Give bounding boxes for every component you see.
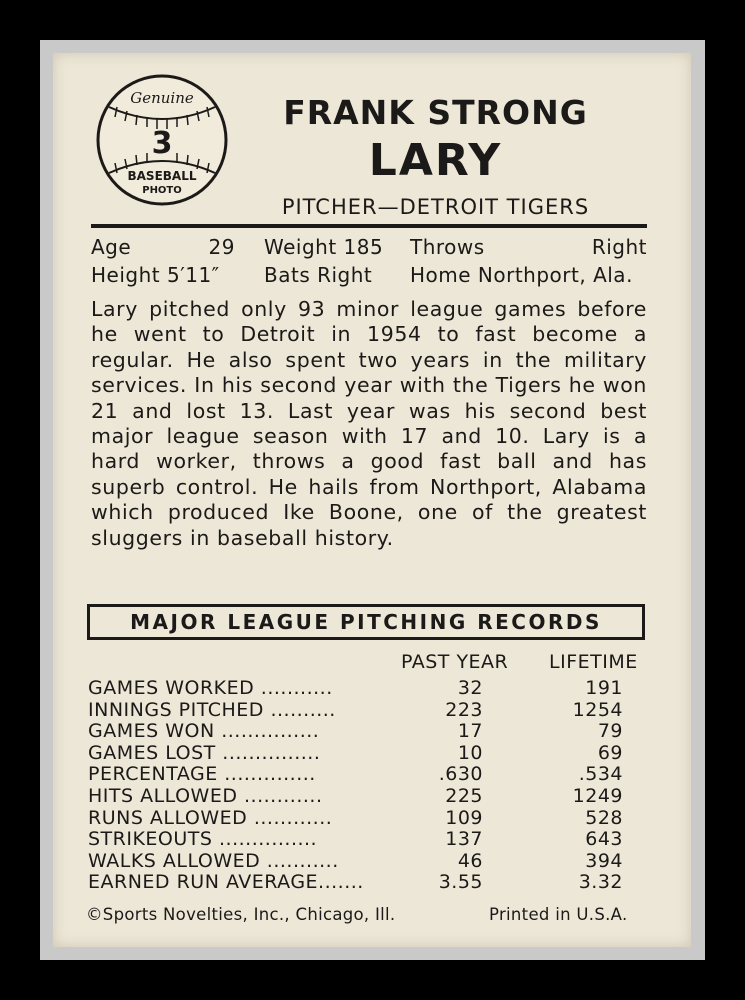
stat-lifetime: 1249 [572,784,623,807]
stat-past-year: 17 [457,720,483,743]
stat-lifetime: 191 [585,677,623,699]
header-divider [91,224,647,228]
stat-row-strikeouts [88,828,648,850]
stat-lifetime: 3.32 [578,871,623,894]
stat-past-year: 3.55 [438,871,483,894]
stat-lifetime: .534 [578,763,623,786]
stat-lifetime: 528 [585,806,623,829]
weight-text: Weight 185 [264,235,384,259]
stat-label: STRIKEOUTS ............... [88,828,318,851]
stat-label: WALKS ALLOWED ........... [88,849,339,872]
svg-text:Genuine: Genuine [130,89,194,107]
svg-text:BASEBALL: BASEBALL [127,169,197,183]
genuine-baseball-photo-logo [95,73,229,207]
stat-label: RUNS ALLOWED ............ [88,806,333,829]
stat-label: INNINGS PITCHED .......... [88,698,336,721]
throws-value: Right [591,235,647,259]
stat-past-year: 32 [457,677,483,699]
svg-text:3: 3 [151,126,173,161]
stat-row-percentage [88,763,648,785]
stat-lifetime: 394 [585,849,623,872]
player-biography: Lary pitched only 93 minor league games before he went to Detroit in 1954 to fast become a regular. He also spent two years in the military services. In his second year with the Tigers he won 21 and lost 13. Last year was his second best major league season with 17 and 10. Lary is a hard worker, throws a good fast ball and has superb control. He hails from Northport, Alabama which produced Ike Boone, one of the greatest sluggers in baseball history. [91,297,647,550]
stat-past-year: 109 [445,806,483,829]
stat-row-runs-allowed [88,807,648,829]
stat-row-hits-allowed [88,785,648,807]
age-label: Age [91,235,132,259]
height-text: Height 5′11″ [91,263,220,287]
pitching-stats-table [88,677,648,893]
printed-in-text: Printed in U.S.A. [489,905,628,924]
stat-row-walks-allowed [88,850,648,872]
baseball-card-back [53,53,691,947]
stat-label: GAMES WON ............... [88,720,320,743]
copyright-text: ©Sports Novelties, Inc., Chicago, Ill. [86,905,396,924]
throws-label: Throws [410,235,485,259]
stat-row-innings-pitched [88,699,648,721]
stat-row-games-worked [88,677,648,699]
svg-text:PHOTO: PHOTO [142,185,182,196]
stat-lifetime: 79 [597,720,623,743]
stat-lifetime: 1254 [572,698,623,721]
stat-row-earned-run-average [88,871,648,893]
stat-past-year: 225 [445,784,483,807]
column-header-lifetime: LIFETIME [549,651,638,673]
stat-past-year: 137 [445,828,483,851]
baseball-logo-icon [95,73,229,207]
stat-label: HITS ALLOWED ............ [88,784,323,807]
age-value: 29 [208,235,235,259]
stat-label: PERCENTAGE .............. [88,763,316,786]
stat-label: GAMES LOST ............... [88,741,321,764]
stat-past-year: 223 [445,698,483,721]
records-title: MAJOR LEAGUE PITCHING RECORDS [87,604,645,640]
stat-row-games-lost [88,742,648,764]
stat-past-year: 46 [457,849,483,872]
player-first-names: FRANK STRONG [283,93,588,132]
stat-label: EARNED RUN AVERAGE....... [88,871,364,894]
player-position-team: PITCHER—DETROIT TIGERS [281,195,590,219]
stat-lifetime: 69 [597,741,623,764]
player-last-name: LARY [368,135,503,186]
stat-past-year: 10 [457,741,483,764]
stat-past-year: .630 [438,763,483,786]
stat-row-games-won [88,720,648,742]
column-header-past-year: PAST YEAR [401,651,509,673]
stat-label: GAMES WORKED ........... [88,677,333,699]
stat-lifetime: 643 [585,828,623,851]
home-text: Home Northport, Ala. [410,263,633,287]
bats-text: Bats Right [264,263,373,287]
